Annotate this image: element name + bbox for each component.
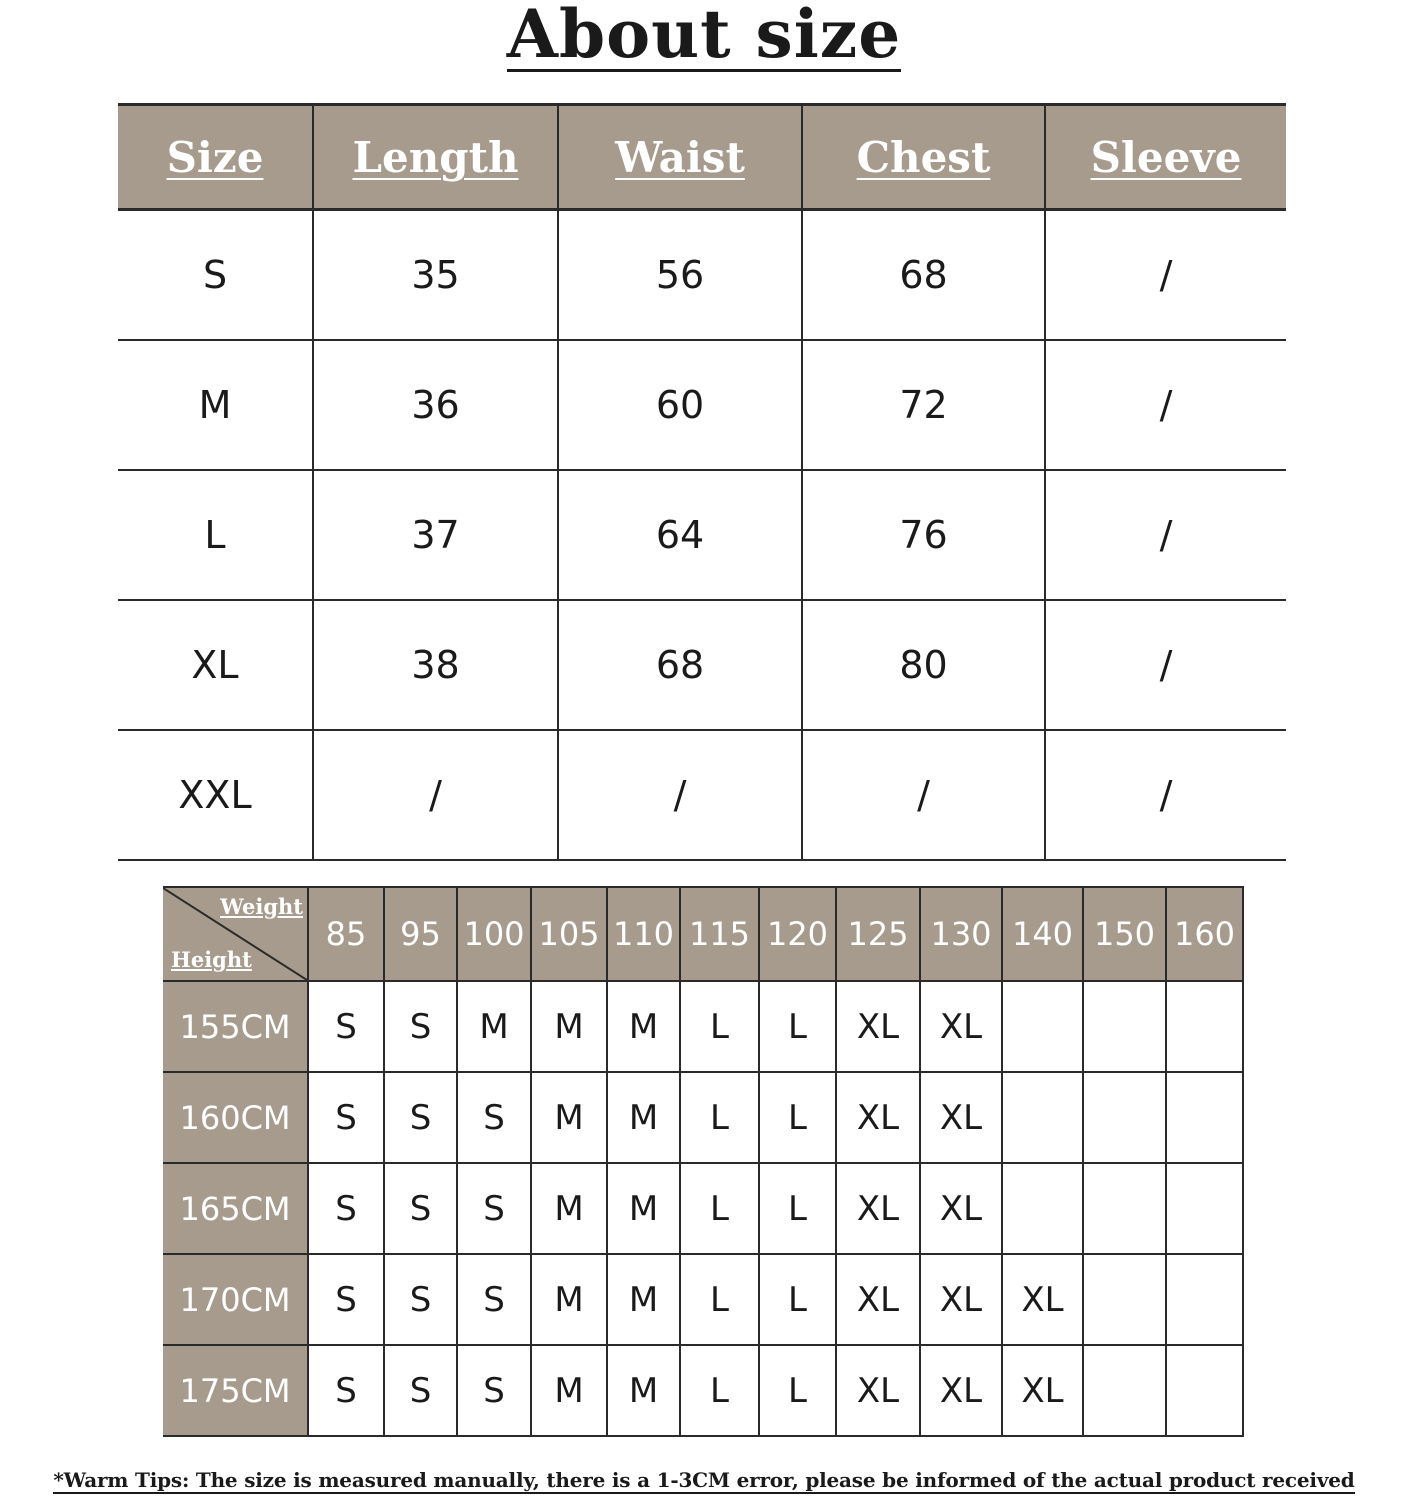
size-cell: XL	[836, 1254, 920, 1345]
table-cell: 60	[558, 340, 802, 470]
column-header-waist	[558, 105, 802, 210]
height-row	[163, 1072, 1243, 1163]
size-recommendation-table	[163, 886, 1244, 1437]
table-cell: 64	[558, 470, 802, 600]
size-cell: M	[607, 1163, 680, 1254]
size-cell	[1166, 1163, 1243, 1254]
height-label: 175CM	[163, 1345, 308, 1436]
table-cell: 36	[313, 340, 558, 470]
size-cell	[1083, 981, 1166, 1072]
weight-header: 120	[759, 887, 836, 981]
size-cell: L	[759, 1254, 836, 1345]
size-cell: M	[607, 1254, 680, 1345]
size-cell: S	[457, 1254, 531, 1345]
table-cell: 72	[802, 340, 1045, 470]
size-cell: M	[531, 981, 607, 1072]
table-cell: /	[1045, 210, 1286, 341]
size-cell: M	[531, 1345, 607, 1436]
measurement-body	[118, 210, 1286, 861]
size-cell: S	[457, 1345, 531, 1436]
table-cell: 35	[313, 210, 558, 341]
size-cell: L	[759, 981, 836, 1072]
size-cell: L	[680, 1163, 759, 1254]
column-header-sleeve	[1045, 105, 1286, 210]
weight-header: 95	[384, 887, 457, 981]
measurement-table	[118, 103, 1286, 861]
corner-height-label: Height	[171, 947, 252, 972]
size-cell: S	[457, 1072, 531, 1163]
size-cell	[1002, 1163, 1083, 1254]
size-cell: L	[680, 1072, 759, 1163]
measurement-header-row	[118, 105, 1286, 210]
weight-header: 115	[680, 887, 759, 981]
height-row	[163, 1163, 1243, 1254]
size-cell	[1002, 981, 1083, 1072]
table-row	[118, 600, 1286, 730]
weight-header: 125	[836, 887, 920, 981]
corner-weight-label: Weight	[220, 894, 303, 919]
weight-header: 100	[457, 887, 531, 981]
height-row	[163, 1345, 1243, 1436]
size-cell: L	[759, 1345, 836, 1436]
column-header-length	[313, 105, 558, 210]
size-cell: S	[308, 981, 384, 1072]
page-title-text: About size	[506, 0, 902, 73]
weight-header-row	[163, 887, 1243, 981]
table-cell: XXL	[118, 730, 313, 860]
table-cell: /	[1045, 340, 1286, 470]
column-header-label: Chest	[856, 132, 991, 182]
weight-header: 140	[1002, 887, 1083, 981]
table-row	[118, 210, 1286, 341]
size-cell: S	[384, 1254, 457, 1345]
weight-header: 150	[1083, 887, 1166, 981]
size-cell: S	[384, 1072, 457, 1163]
size-cell	[1166, 1345, 1243, 1436]
height-label: 170CM	[163, 1254, 308, 1345]
page-title	[0, 0, 1408, 74]
table-cell: /	[802, 730, 1045, 860]
size-cell: XL	[1002, 1254, 1083, 1345]
table-cell: 68	[558, 600, 802, 730]
size-cell: XL	[920, 1345, 1002, 1436]
size-cell: XL	[836, 1163, 920, 1254]
table-row	[118, 470, 1286, 600]
column-header-label: Size	[166, 132, 264, 182]
table-cell: L	[118, 470, 313, 600]
warm-tips	[0, 1468, 1408, 1492]
table-row	[118, 340, 1286, 470]
size-cell: XL	[836, 1345, 920, 1436]
table-cell: /	[1045, 470, 1286, 600]
size-cell	[1083, 1163, 1166, 1254]
size-cell: M	[607, 981, 680, 1072]
height-row	[163, 1254, 1243, 1345]
height-label: 160CM	[163, 1072, 308, 1163]
height-label: 165CM	[163, 1163, 308, 1254]
column-header-label: Waist	[615, 132, 745, 182]
size-cell: S	[384, 1345, 457, 1436]
weight-header: 160	[1166, 887, 1243, 981]
column-header-chest	[802, 105, 1045, 210]
table-cell: XL	[118, 600, 313, 730]
size-cell: XL	[920, 1072, 1002, 1163]
size-cell: S	[384, 981, 457, 1072]
size-cell: XL	[920, 1254, 1002, 1345]
size-cell	[1002, 1072, 1083, 1163]
table-cell: S	[118, 210, 313, 341]
size-cell: L	[680, 981, 759, 1072]
recommendation-body	[163, 981, 1243, 1436]
size-cell: XL	[836, 1072, 920, 1163]
height-row	[163, 981, 1243, 1072]
height-label: 155CM	[163, 981, 308, 1072]
size-cell: L	[759, 1163, 836, 1254]
table-cell: 68	[802, 210, 1045, 341]
column-header-label: Length	[352, 132, 519, 182]
table-cell: 56	[558, 210, 802, 341]
table-cell: M	[118, 340, 313, 470]
table-cell: 38	[313, 600, 558, 730]
size-cell: S	[384, 1163, 457, 1254]
size-cell: M	[607, 1072, 680, 1163]
size-cell: XL	[920, 981, 1002, 1072]
corner-cell	[163, 887, 308, 981]
column-header-size	[118, 105, 313, 210]
size-cell	[1166, 981, 1243, 1072]
size-cell: XL	[920, 1163, 1002, 1254]
weight-header: 85	[308, 887, 384, 981]
table-row	[118, 730, 1286, 860]
table-cell: 37	[313, 470, 558, 600]
size-cell	[1166, 1254, 1243, 1345]
size-cell: L	[759, 1072, 836, 1163]
size-cell: S	[308, 1163, 384, 1254]
size-cell	[1083, 1254, 1166, 1345]
table-cell: /	[1045, 600, 1286, 730]
size-cell: S	[308, 1072, 384, 1163]
size-cell: M	[531, 1163, 607, 1254]
table-cell: 80	[802, 600, 1045, 730]
size-cell: S	[308, 1345, 384, 1436]
size-cell: XL	[836, 981, 920, 1072]
size-cell: M	[531, 1254, 607, 1345]
size-cell: L	[680, 1345, 759, 1436]
size-cell: M	[607, 1345, 680, 1436]
size-cell: S	[457, 1163, 531, 1254]
weight-header: 105	[531, 887, 607, 981]
table-cell: 76	[802, 470, 1045, 600]
size-cell	[1166, 1072, 1243, 1163]
size-cell: S	[308, 1254, 384, 1345]
weight-header: 130	[920, 887, 1002, 981]
size-cell: M	[457, 981, 531, 1072]
table-cell: /	[1045, 730, 1286, 860]
table-cell: /	[558, 730, 802, 860]
size-cell: XL	[1002, 1345, 1083, 1436]
size-cell	[1083, 1345, 1166, 1436]
warm-tips-text: *Warm Tips: The size is measured manually, there is a 1-3CM error, please be informed of the actual product received	[53, 1468, 1355, 1492]
size-cell: M	[531, 1072, 607, 1163]
weight-header: 110	[607, 887, 680, 981]
table-cell: /	[313, 730, 558, 860]
size-cell: L	[680, 1254, 759, 1345]
column-header-label: Sleeve	[1090, 132, 1242, 182]
size-cell	[1083, 1072, 1166, 1163]
